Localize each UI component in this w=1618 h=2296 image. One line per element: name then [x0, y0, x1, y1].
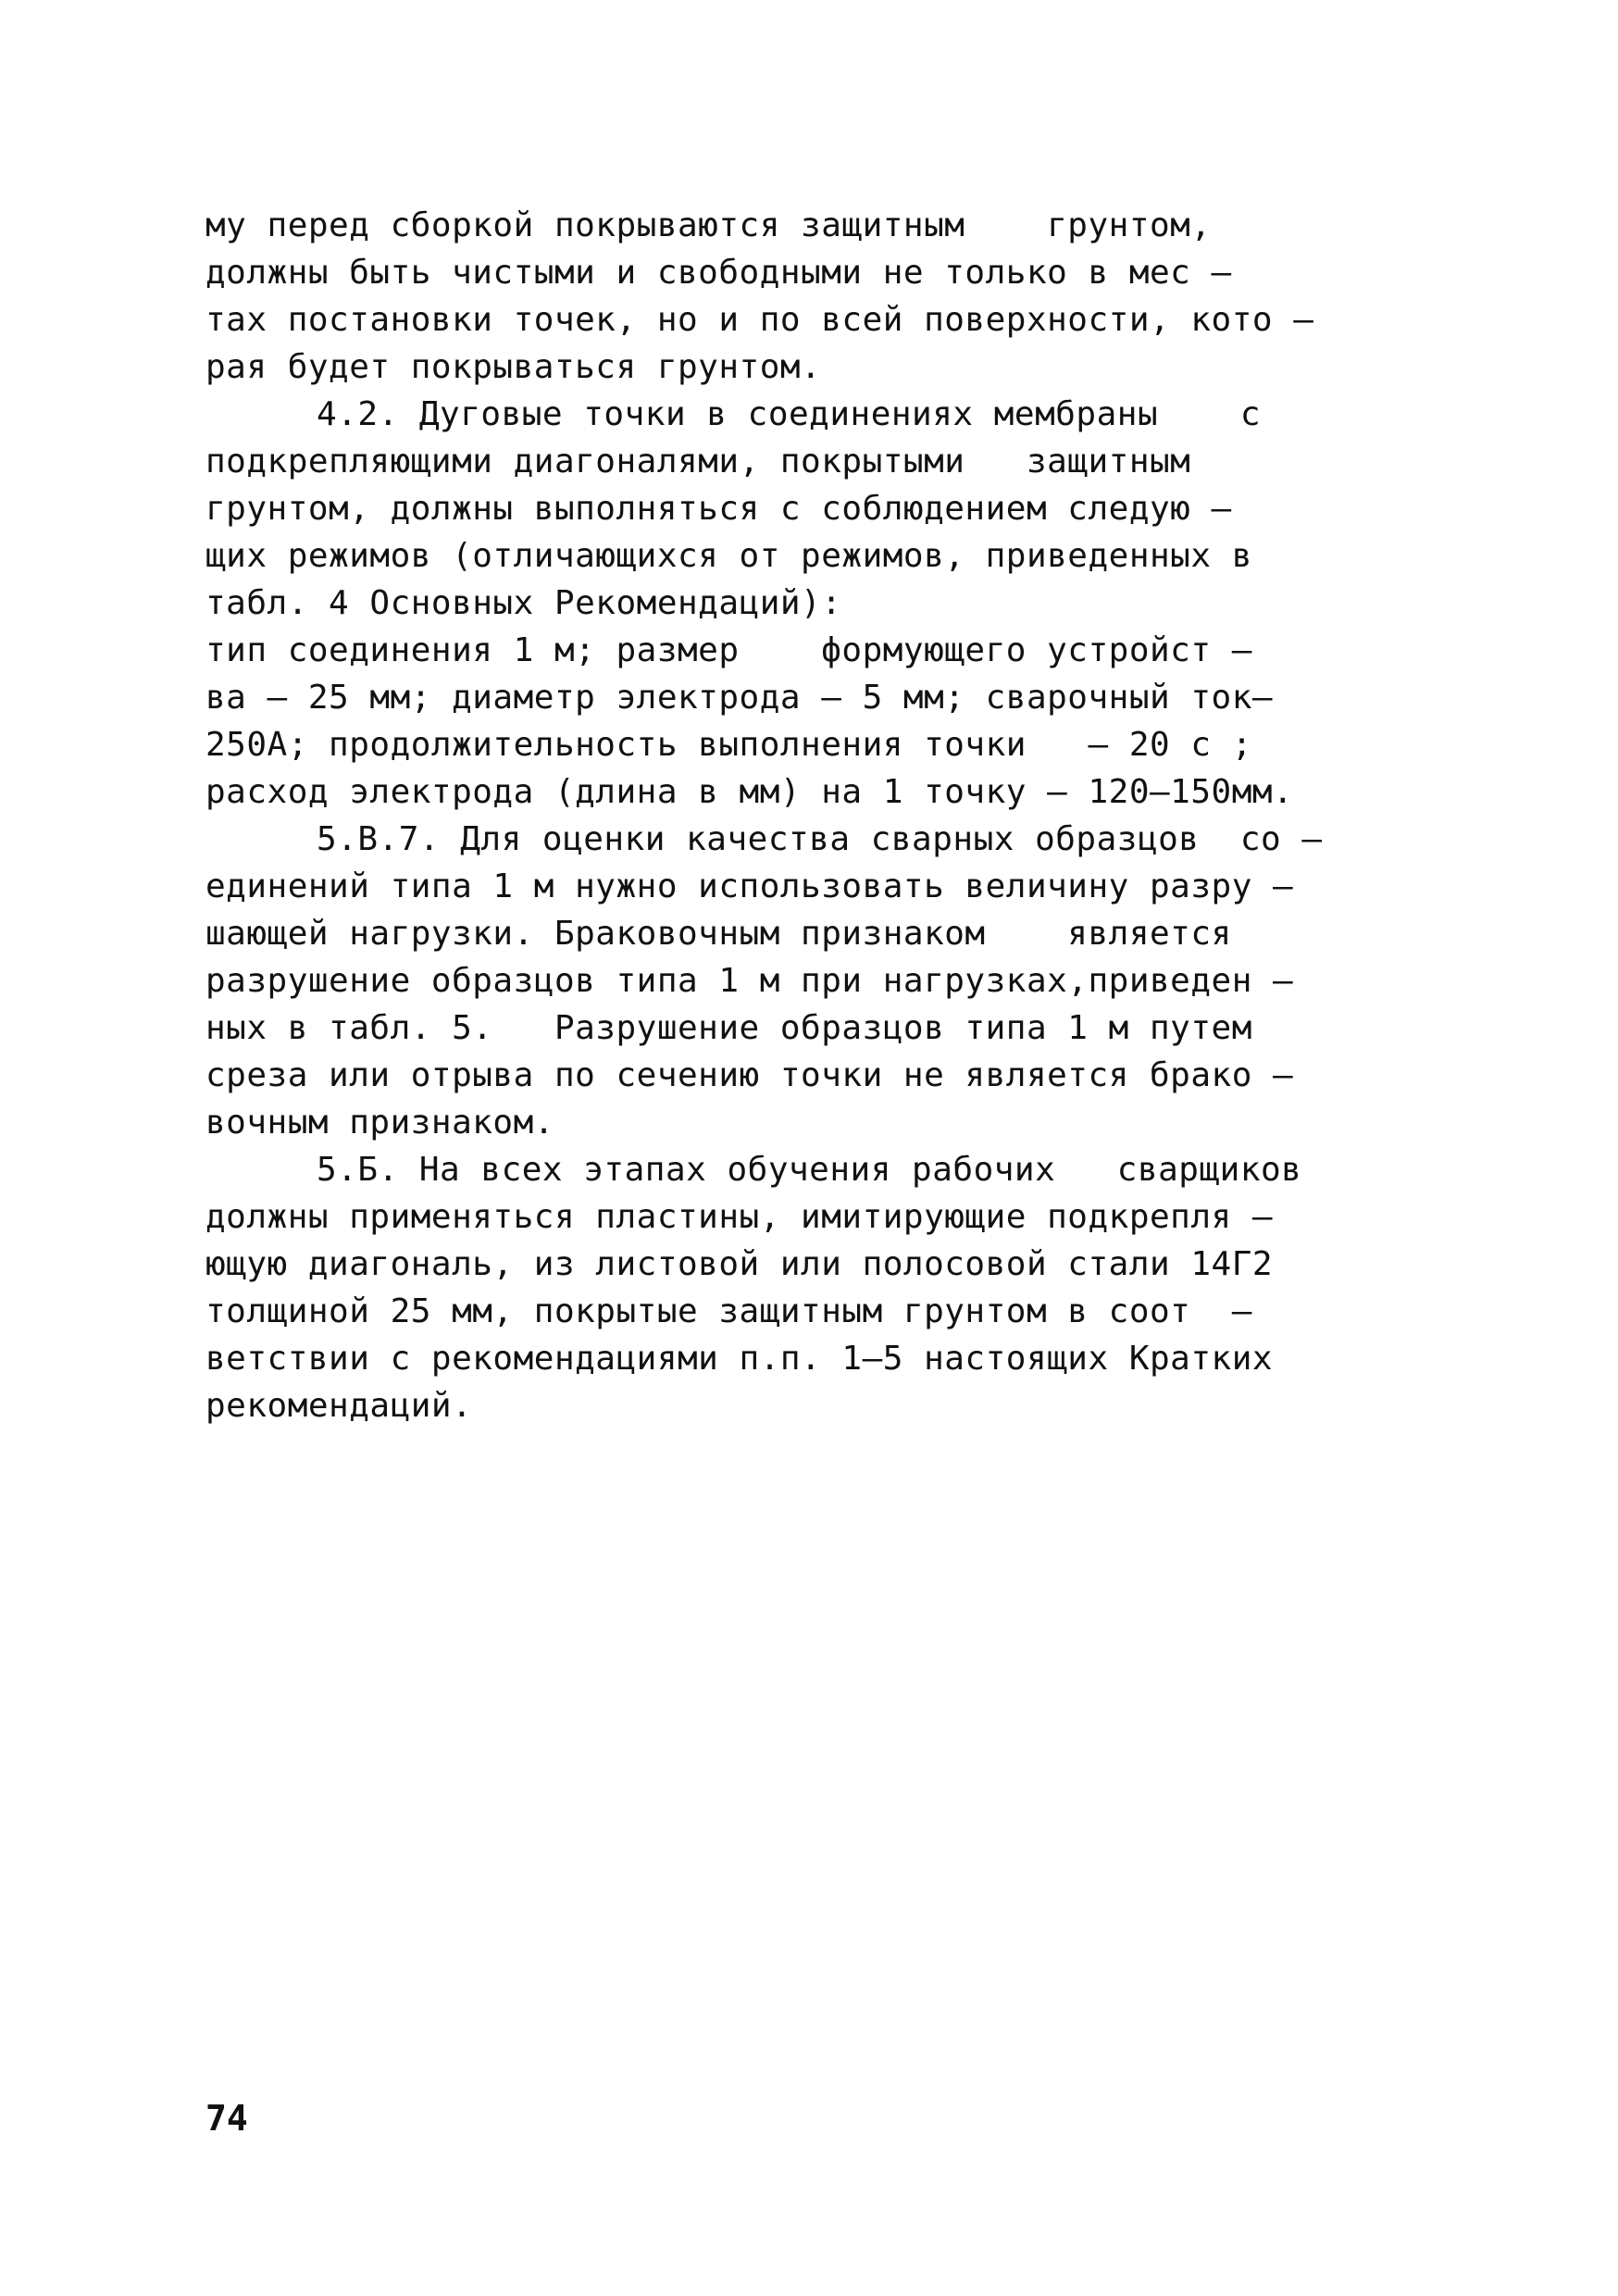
text-line: разрушение образцов типа 1 м при нагрузках,приведен –: [205, 962, 1294, 1000]
paragraph-4-2-start: 4.2. Дуговые точки в соединениях мембраны с: [317, 395, 1261, 433]
paragraph-5-b7-start: 5.В.7. Для оценки качества сварных образцов со –: [317, 820, 1323, 858]
text-line: толщиной 25 мм, покрытые защитным грунтом в соот –: [205, 1292, 1252, 1330]
text-line: тах постановки точек, но и по всей поверхности, кото –: [205, 301, 1314, 339]
text-line: шающей нагрузки. Браковочным признаком является: [205, 915, 1232, 953]
text-line: ных в табл. 5. Разрушение образцов типа 1 м путем: [205, 1009, 1252, 1047]
text-line: ющую диагональ, из листовой или полосовой стали 14Г2: [205, 1245, 1274, 1283]
text-line: грунтом, должны выполняться с соблюдением следую –: [205, 490, 1232, 528]
body-text: [205, 202, 1427, 1429]
text-line: щих режимов (отличающихся от режимов, приведенных в: [205, 537, 1252, 575]
text-line: рая будет покрываться грунтом.: [205, 348, 822, 386]
text-line: подкрепляющими диагоналями, покрытыми защитным: [205, 443, 1191, 480]
text-line: вочным признаком.: [205, 1104, 554, 1142]
text-line: тип соединения 1 м; размер формующего устройст –: [205, 631, 1252, 669]
text-line: должны применяться пластины, имитирующие подкрепля –: [205, 1198, 1274, 1236]
text-line: единений типа 1 м нужно использовать величину разру –: [205, 867, 1294, 905]
page-number: 74: [205, 2098, 248, 2139]
text-line: 250А; продолжительность выполнения точки – 20 с ;: [205, 726, 1252, 764]
text-line: должны быть чистыми и свободными не только в мес –: [205, 254, 1232, 292]
text-line: му перед сборкой покрываются защитным грунтом,: [205, 206, 1212, 244]
text-line: среза или отрыва по сечению точки не является брако –: [205, 1056, 1294, 1094]
text-line: расход электрода (длина в мм) на 1 точку – 120–150мм.: [205, 773, 1294, 811]
text-line: табл. 4 Основных Рекомендаций):: [205, 584, 842, 622]
text-line: ва – 25 мм; диаметр электрода – 5 мм; сварочный ток–: [205, 679, 1274, 717]
text-line: рекомендаций.: [205, 1387, 473, 1425]
text-line: ветствии с рекомендациями п.п. 1–5 настоящих Кратких: [205, 1340, 1274, 1378]
paragraph-5-b-start: 5.Б. На всех этапах обучения рабочих сварщиков: [317, 1151, 1302, 1189]
